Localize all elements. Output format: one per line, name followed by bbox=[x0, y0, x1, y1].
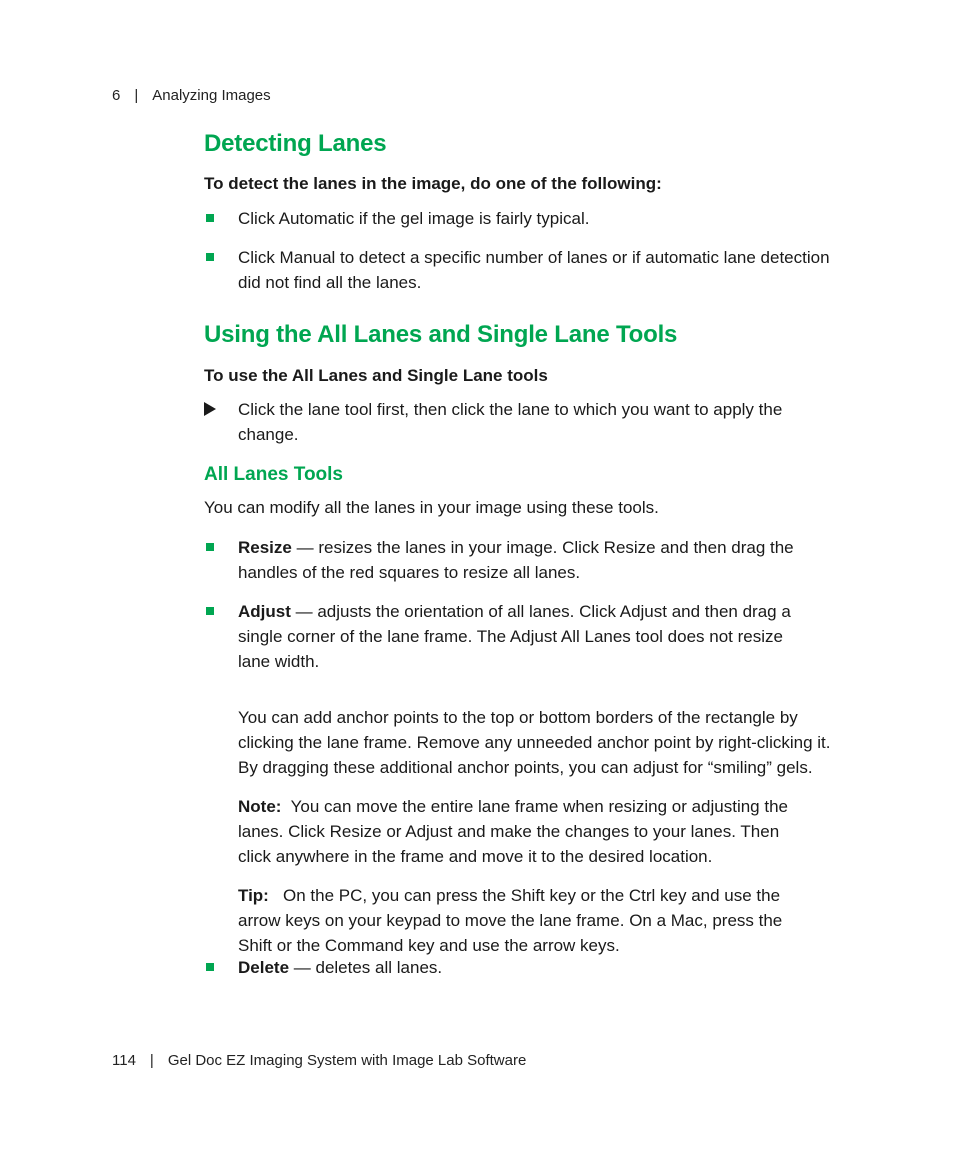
square-bullet-icon bbox=[206, 963, 214, 971]
delete-term: Delete bbox=[238, 958, 290, 977]
step-text: Click the lane tool first, then click the lane to which you want to apply the change. bbox=[238, 400, 783, 444]
list-item-text: Click Automatic if the gel image is fairly typical. bbox=[238, 209, 590, 228]
chapter-number: 6 bbox=[112, 87, 121, 104]
book-title: Gel Doc EZ Imaging System with Image Lab Software bbox=[167, 1052, 527, 1069]
note-text: You can move the entire lane frame when resizing or adjusting the lanes. Click Resize or Adjust and make the changes to your lanes. Then click anywhere in the frame and move it to the desired location. bbox=[238, 797, 788, 866]
all-lanes-intro: You can modify all the lanes in your image using these tools. bbox=[204, 498, 659, 517]
heading-detecting-lanes: Detecting Lanes bbox=[204, 130, 387, 157]
header-separator: | bbox=[134, 87, 139, 104]
resize-dash: — bbox=[291, 538, 319, 557]
resize-description bbox=[238, 535, 808, 585]
resize-text: resizes the lanes in your image. Click Resize and then drag the handles of the red squares to resize all lanes. bbox=[238, 538, 794, 582]
square-bullet-icon bbox=[206, 607, 214, 615]
adjust-text: adjusts the orientation of all lanes. Click Adjust and then drag a single corner of the lane frame. The Adjust All Lanes tool does not resize lane width. bbox=[238, 602, 791, 671]
tip-paragraph bbox=[238, 883, 808, 958]
running-header bbox=[112, 87, 271, 104]
square-bullet-icon bbox=[206, 543, 214, 551]
tip-label: Tip: bbox=[238, 886, 269, 905]
triangle-right-icon bbox=[204, 402, 216, 416]
running-footer bbox=[112, 1052, 526, 1069]
adjust-term: Adjust bbox=[238, 602, 291, 621]
heading-using-lane-tools: Using the All Lanes and Single Lane Tools bbox=[204, 321, 678, 348]
resize-term: Resize bbox=[238, 538, 292, 557]
tip-text: On the PC, you can press the Shift key or the Ctrl key and use the arrow keys on your keypad to move the lane frame. On a Mac, press the Shift or the Command key and use the arrow keys. bbox=[238, 886, 783, 955]
anchor-points-paragraph: You can add anchor points to the top or bottom borders of the rectangle by clicking the lane frame. Remove any unneeded anchor point by right-clicking it. By dragging these additional anchor points, you can adjust for “smiling” gels. bbox=[238, 708, 831, 777]
delete-dash: — bbox=[289, 958, 316, 977]
footer-separator: | bbox=[149, 1052, 154, 1069]
delete-description bbox=[238, 955, 848, 980]
page-number: 114 bbox=[112, 1052, 136, 1069]
using-lane-tools-lead: To use the All Lanes and Single Lane tools bbox=[204, 366, 548, 385]
delete-text: deletes all lanes. bbox=[315, 958, 443, 977]
adjust-description bbox=[238, 599, 808, 674]
square-bullet-icon bbox=[206, 253, 214, 261]
note-paragraph bbox=[238, 794, 808, 869]
adjust-dash: — bbox=[290, 602, 318, 621]
heading-all-lanes-tools: All Lanes Tools bbox=[204, 464, 344, 485]
detecting-lanes-lead: To detect the lanes in the image, do one of the following: bbox=[204, 174, 662, 193]
chapter-title: Analyzing Images bbox=[152, 87, 271, 104]
note-label: Note: bbox=[238, 797, 282, 816]
square-bullet-icon bbox=[206, 214, 214, 222]
list-item-text: Click Manual to detect a specific number of lanes or if automatic lane detection did not find all the lanes. bbox=[238, 248, 830, 292]
